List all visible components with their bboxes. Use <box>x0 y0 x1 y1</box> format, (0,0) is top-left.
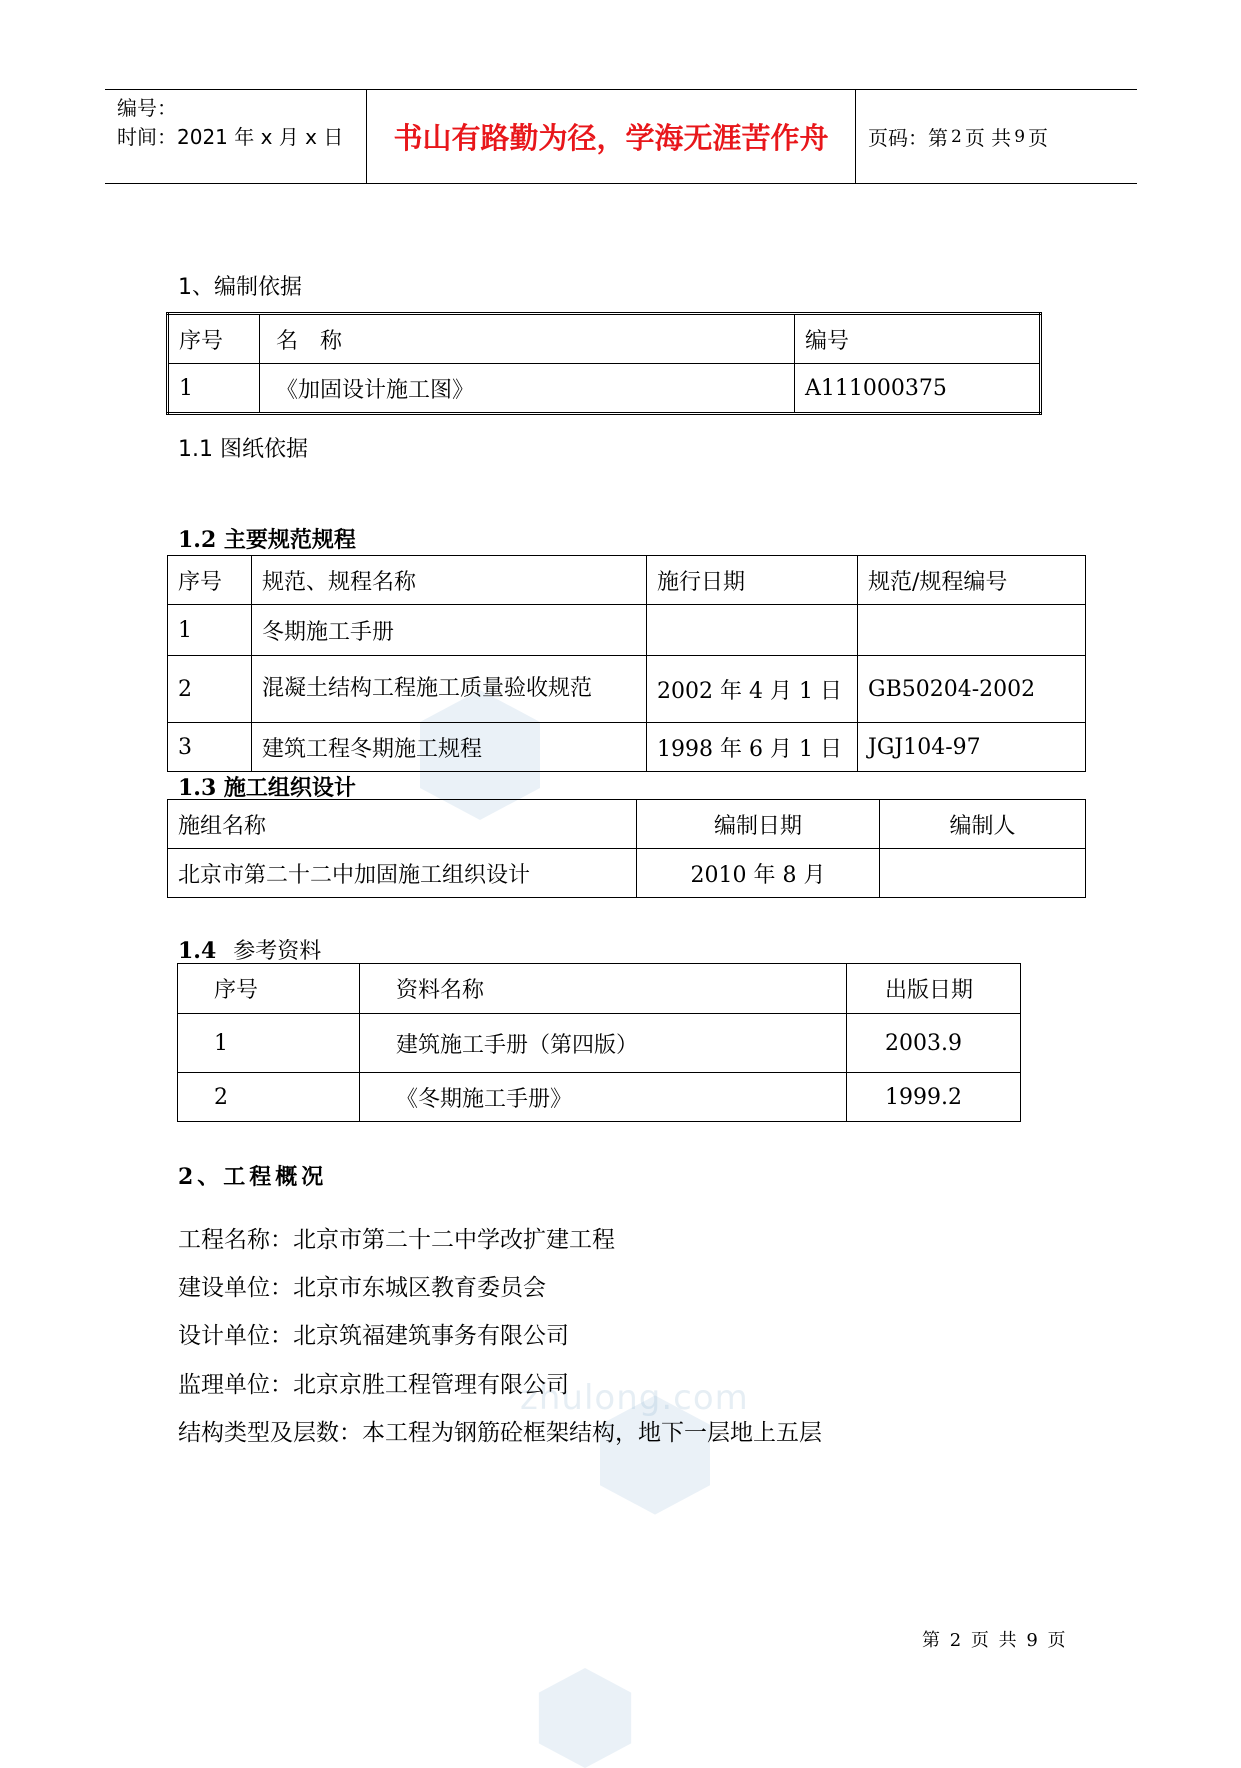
subsection-1-4-label: 参考资料 <box>233 939 322 964</box>
table-header-cell: 规范/规程编号 <box>858 556 1086 605</box>
watermark-logo-icon <box>520 1668 650 1768</box>
table-header-row <box>178 964 1021 1014</box>
number-label: 编号： <box>117 96 177 120</box>
page-current: 2 <box>951 126 962 147</box>
owner-line: 建设单位：北京市东城区教育委员会 <box>178 1275 546 1301</box>
table-cell: 2002 年 4 月 1 日 <box>647 656 858 723</box>
table-header-cell: 编制日期 <box>637 800 880 849</box>
table-cell: 建筑施工手册（第四版） <box>360 1014 847 1073</box>
table-row <box>168 723 1086 772</box>
table-header-cell: 编制人 <box>880 800 1086 849</box>
table-row <box>178 1073 1021 1122</box>
table-header-cell: 施行日期 <box>647 556 858 605</box>
table-cell: 1999.2 <box>847 1073 1021 1122</box>
subsection-1-1-title: 1.1 图纸依据 <box>178 437 308 462</box>
table-header-cell: 编号 <box>795 314 1041 364</box>
structure-line: 结构类型及层数：本工程为钢筋砼框架结构，地下一层地上五层 <box>178 1420 822 1446</box>
subsection-1-4-number: 1.4 <box>178 938 217 964</box>
table-cell: 混凝土结构工程施工质量验收规范 <box>252 656 647 723</box>
table-cell <box>858 605 1086 656</box>
basis-table <box>166 312 1042 415</box>
time-label: 时间：2021 年 x 月 x 日 <box>117 125 344 149</box>
header-motto: 书山有路勤为径，学海无涯苦作舟 <box>367 90 856 183</box>
table-cell: A111000375 <box>795 364 1041 414</box>
table-cell: 北京市第二十二中加固施工组织设计 <box>168 849 637 898</box>
table-cell: JGJ104-97 <box>858 723 1086 772</box>
table-header-cell: 序号 <box>168 314 260 364</box>
subsection-1-3-title: 1.3 施工组织设计 <box>178 775 356 801</box>
table-cell: 冬期施工手册 <box>252 605 647 656</box>
project-name-line: 工程名称：北京市第二十二中学改扩建工程 <box>178 1227 615 1253</box>
table-header-cell: 资料名称 <box>360 964 847 1014</box>
subsection-1-4-title <box>178 934 321 965</box>
header-meta <box>105 90 367 183</box>
table-cell: 3 <box>168 723 252 772</box>
table-cell: 1998 年 6 月 1 日 <box>647 723 858 772</box>
table-cell: 2003.9 <box>847 1014 1021 1073</box>
page-mid: 页 共 <box>964 126 1012 150</box>
table-cell <box>647 605 858 656</box>
table-row <box>168 364 1041 414</box>
table-header-cell: 序号 <box>178 964 360 1014</box>
table-header-cell: 序号 <box>168 556 252 605</box>
supervisor-line: 监理单位：北京京胜工程管理有限公司 <box>178 1372 569 1398</box>
watermark-text: zhulong.com <box>520 1378 749 1418</box>
page-prefix: 页码：第 <box>868 126 948 150</box>
table-header-cell: 名 称 <box>260 314 795 364</box>
table-header-row <box>168 800 1086 849</box>
section-2-title: 2、工程概况 <box>178 1164 328 1190</box>
table-cell: 2010 年 8 月 <box>637 849 880 898</box>
table-cell <box>880 849 1086 898</box>
table-header-row <box>168 556 1086 605</box>
table-header-cell: 出版日期 <box>847 964 1021 1014</box>
page-footer: 第 2 页 共 9 页 <box>922 1630 1066 1651</box>
table-cell: 1 <box>168 364 260 414</box>
table-cell: 1 <box>168 605 252 656</box>
table-cell: 2 <box>168 656 252 723</box>
page-total: 9 <box>1014 126 1026 147</box>
header-page-number <box>856 90 1137 183</box>
table-row <box>168 849 1086 898</box>
table-cell: 2 <box>178 1073 360 1122</box>
page-header <box>105 89 1137 184</box>
table-header-cell: 施组名称 <box>168 800 637 849</box>
section-1-title: 1、编制依据 <box>178 275 302 300</box>
table-header-cell: 规范、规程名称 <box>252 556 647 605</box>
designer-line: 设计单位：北京筑福建筑事务有限公司 <box>178 1323 569 1349</box>
table-cell: 建筑工程冬期施工规程 <box>252 723 647 772</box>
table-cell: 1 <box>178 1014 360 1073</box>
page-suffix: 页 <box>1028 126 1049 150</box>
construction-design-table <box>167 799 1086 898</box>
references-table <box>177 963 1021 1122</box>
table-header-row <box>168 314 1041 364</box>
standards-table <box>167 555 1086 772</box>
table-row <box>168 605 1086 656</box>
table-row <box>168 656 1086 723</box>
table-cell: GB50204-2002 <box>858 656 1086 723</box>
table-cell: 《加固设计施工图》 <box>260 364 795 414</box>
subsection-1-2-title: 1.2 主要规范规程 <box>178 527 356 553</box>
table-cell: 《冬期施工手册》 <box>360 1073 847 1122</box>
table-row <box>178 1014 1021 1073</box>
